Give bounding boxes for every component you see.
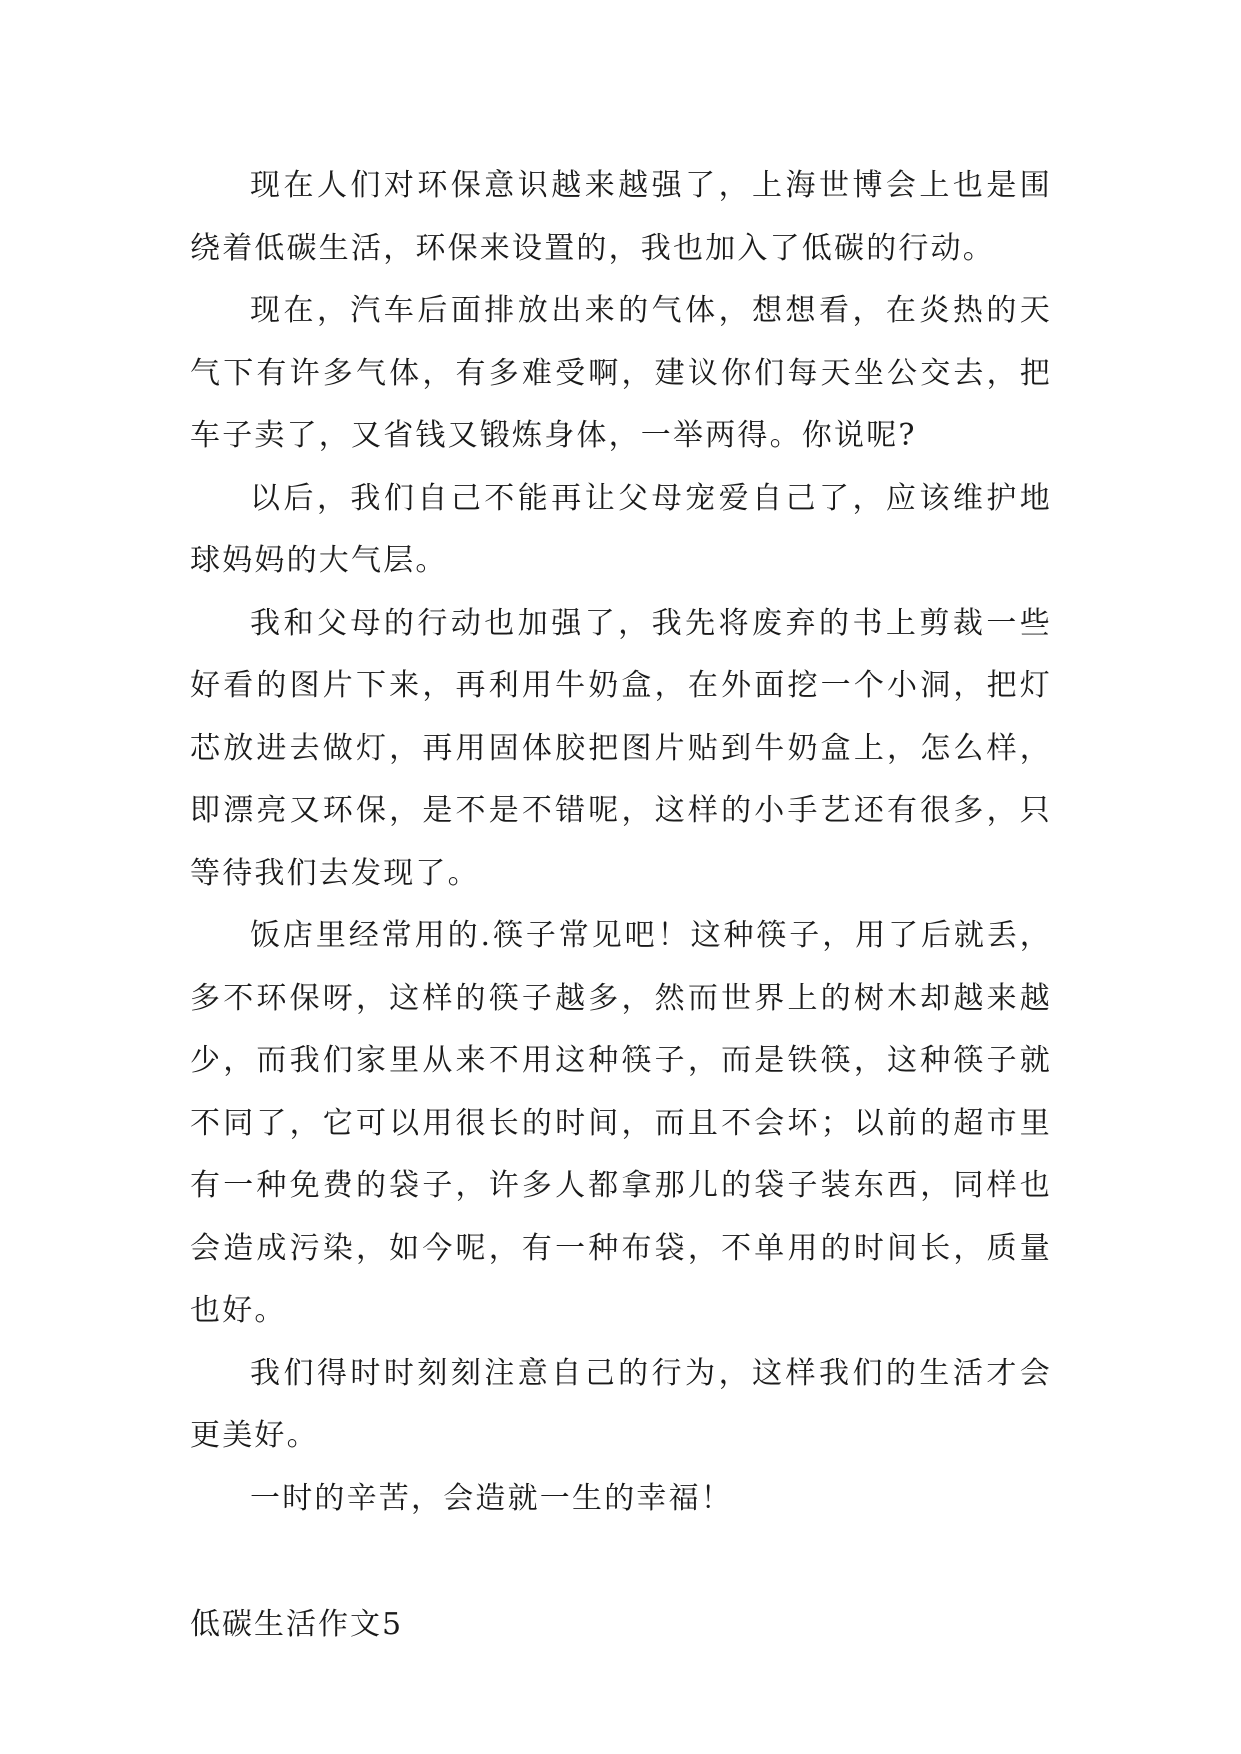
paragraph-1: 现在人们对环保意识越来越强了，上海世博会上也是围绕着低碳生活，环保来设置的，我也加入了低碳的行动。 (190, 168, 1052, 266)
paragraph-2: 现在，汽车后面排放出来的气体，想想看，在炎热的天气下有许多气体，有多难受啊，建议你们每天坐公交去，把车子卖了，又省钱又锻炼身体，一举两得。你说呢? (190, 293, 1052, 453)
essay-body (190, 155, 1052, 1530)
paragraph-6: 我们得时时刻刻注意自己的行为，这样我们的生活才会更美好。 (190, 1355, 1052, 1453)
paragraph-3: 以后，我们自己不能再让父母宠爱自己了，应该维护地球妈妈的大气层。 (190, 480, 1052, 578)
paragraph-4: 我和父母的行动也加强了，我先将废弃的书上剪裁一些好看的图片下来，再利用牛奶盒，在外面挖一个小洞，把灯芯放进去做灯，再用固体胶把图片贴到牛奶盒上，怎么样，即漂亮又环保，是不是不错呢，这样的小手艺还有很多，只等待我们去发现了。 (190, 605, 1052, 891)
paragraph-5: 饭店里经常用的.筷子常见吧！这种筷子，用了后就丢，多不环保呀，这样的筷子越多，然而世界上的树木却越来越少，而我们家里从来不用这种筷子，而是铁筷，这种筷子就不同了，它可以用很长的时间，而且不会坏；以前的超市里有一种免费的袋子，许多人都拿那儿的袋子装东西，同样也会造成污染，如今呢，有一种布袋，不单用的时间长，质量也好。 (190, 918, 1052, 1328)
paragraph-7: 一时的辛苦，会造就一生的幸福！ (250, 1480, 733, 1516)
section-heading: 低碳生活作文5 (190, 1607, 404, 1642)
